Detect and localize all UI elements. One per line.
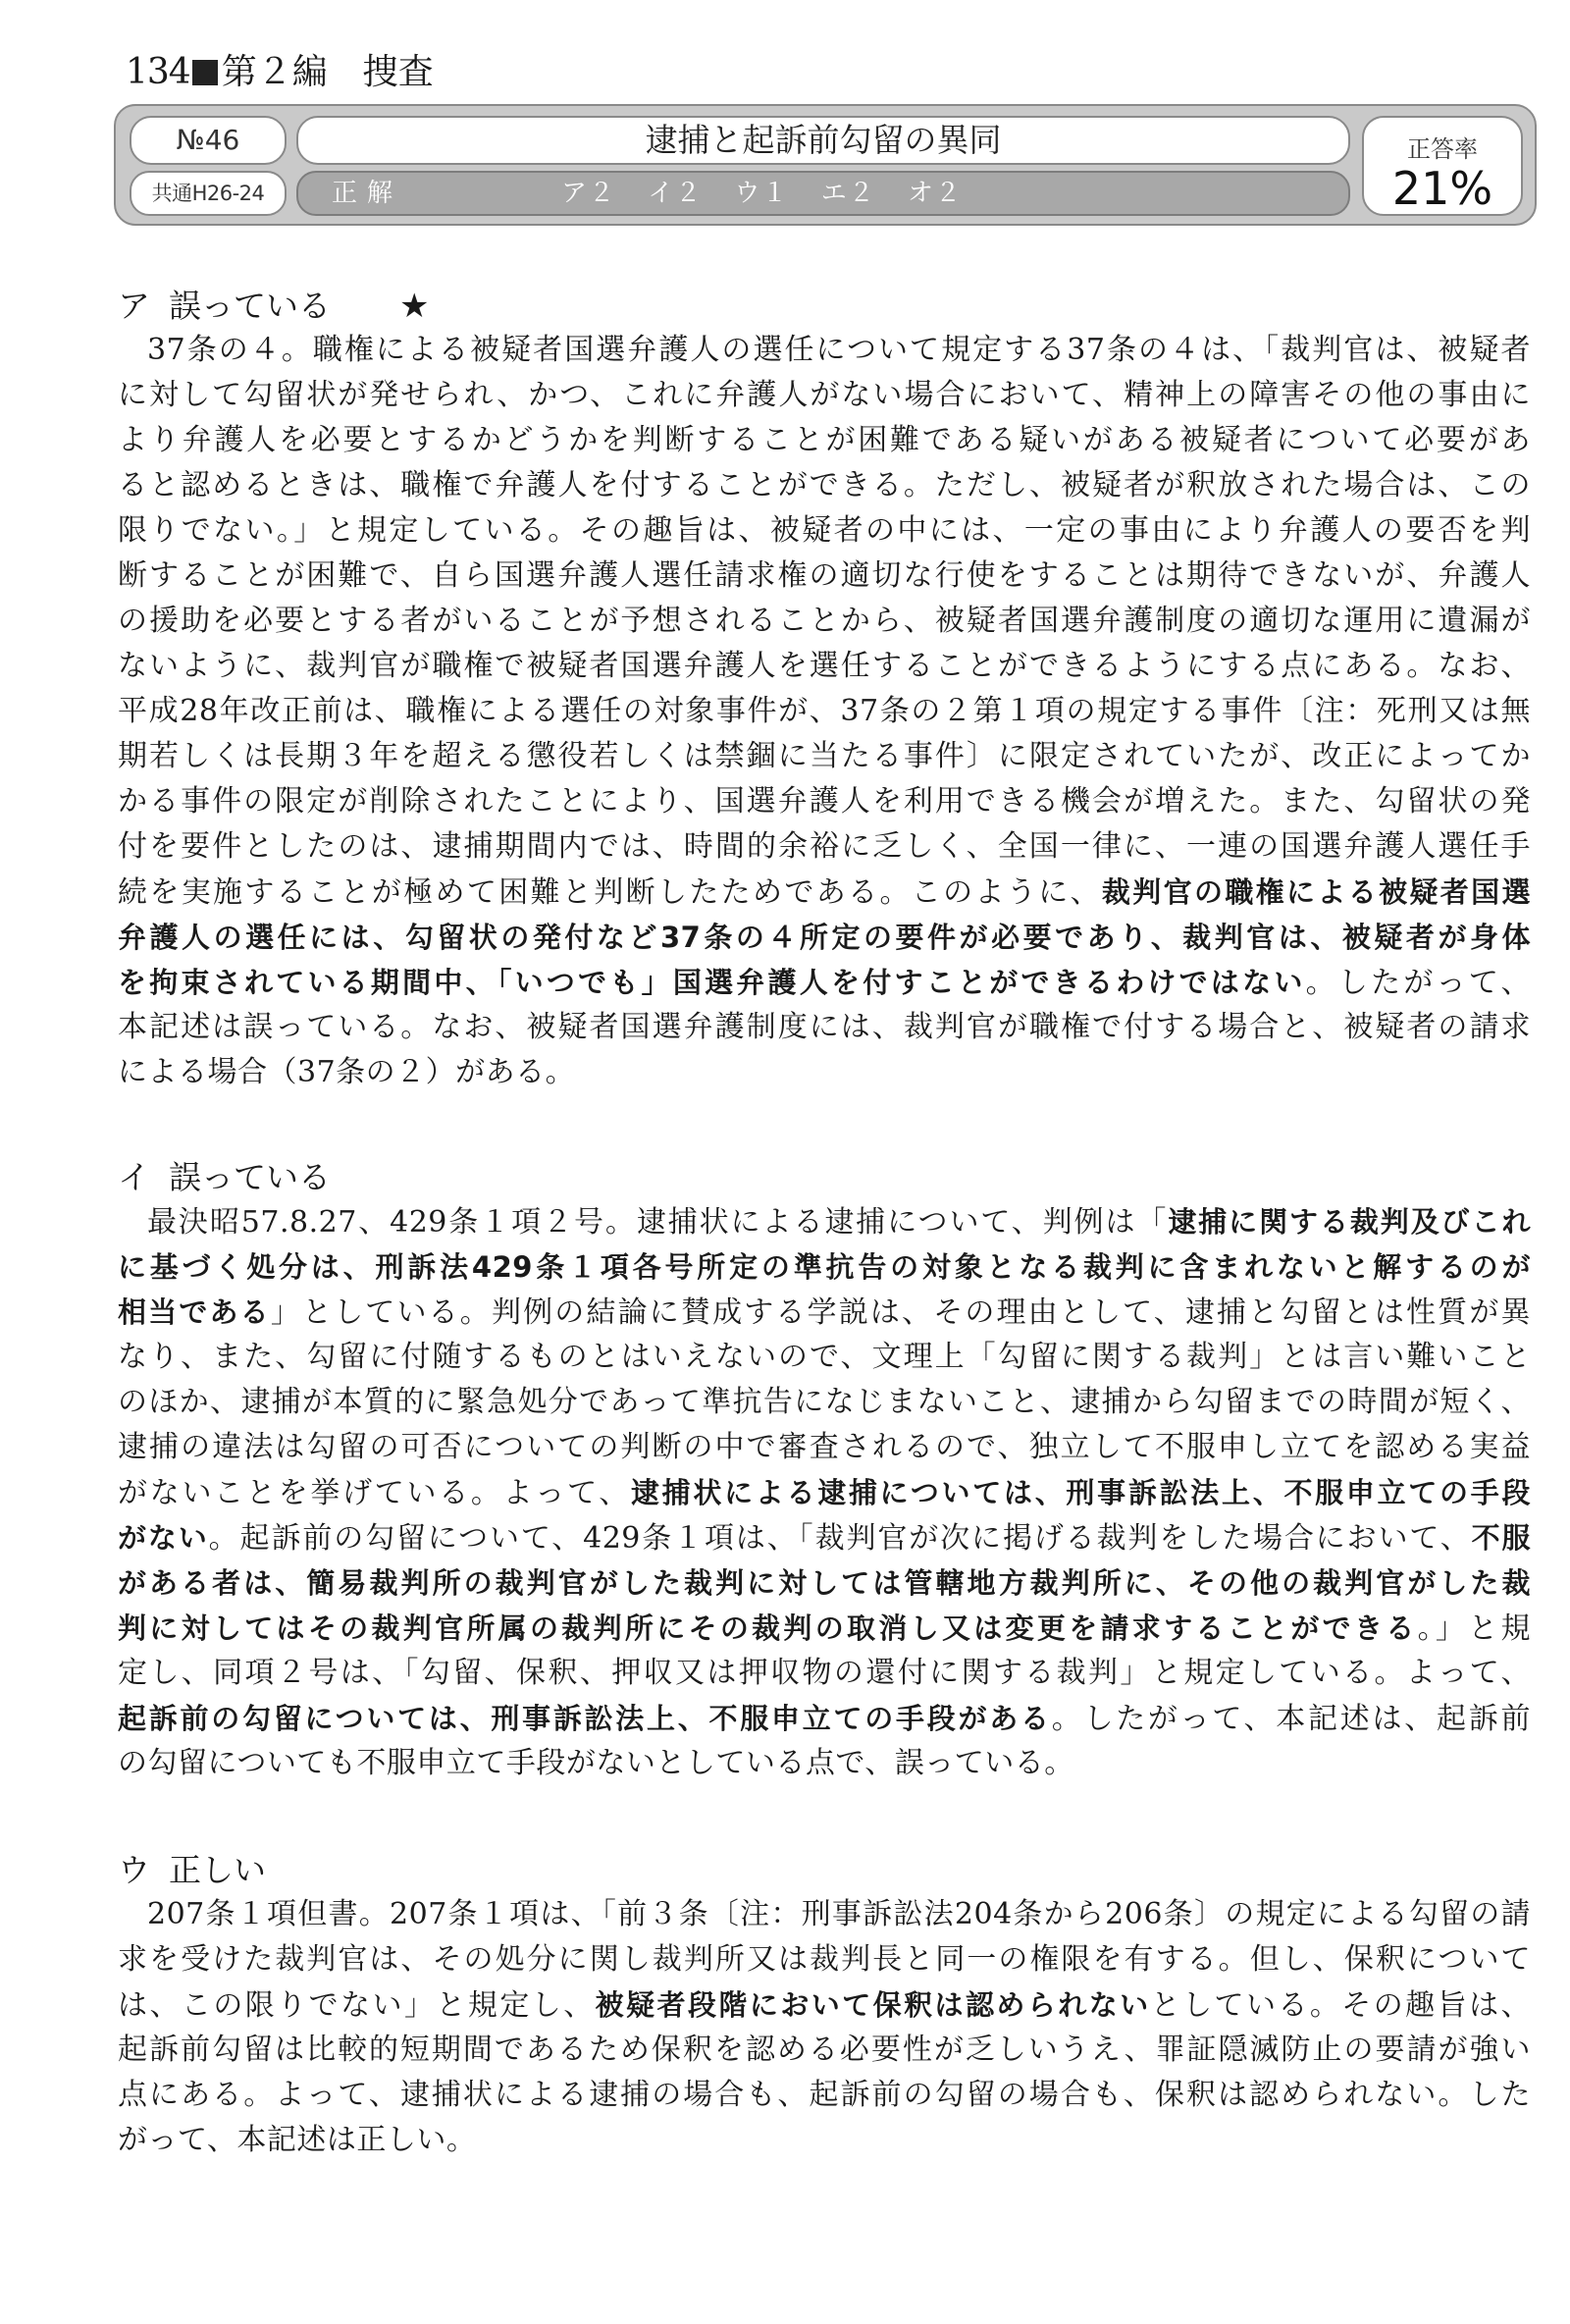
section-mark: ア: [118, 287, 150, 325]
body-text: なり、また、勾留に付随するものとはいえないので、文理上「勾留に関する裁判」とは言い難いこと: [118, 1340, 1531, 1374]
square-bullet-icon: [192, 60, 218, 85]
text-line: [118, 1606, 1531, 1651]
text-line: [118, 824, 1531, 870]
section-heading: [118, 1156, 1531, 1199]
correct-rate: [1362, 116, 1523, 216]
emphasis-text: 不服: [1471, 1521, 1531, 1555]
text-line: [118, 2028, 1531, 2073]
emphasis-text: を拘束されている期間中、「いつでも」国選弁護人を付すことができるわけではない: [118, 966, 1306, 999]
answer-bar: [296, 171, 1350, 216]
section-verdict: 誤っている: [169, 287, 331, 325]
body-text: に対して勾留状が発せられ、かつ、これに弁護人がない場合において、精神上の障害その他の事由に: [118, 378, 1531, 412]
body-text: 37条の４。職権による被疑者国選弁護人の選任について規定する37条の４は、「裁判官は、被疑者: [147, 333, 1531, 367]
section-heading: [118, 285, 1531, 328]
body-text: による場合（37条の２）がある。: [118, 1055, 576, 1089]
text-line: [118, 1050, 1531, 1095]
text-line: [118, 1515, 1531, 1560]
question-number: №46: [130, 116, 287, 165]
body-text: 断することが困難で、自ら国選弁護人選任請求権の適切な行使をすることは期待できないが、弁護人: [118, 558, 1531, 593]
section-body: [118, 1199, 1531, 1786]
body-text: 起訴前勾留は比較的短期間であるため保釈を認める必要性が乏しいうえ、罪証隠滅防止の要請が強い: [118, 2033, 1531, 2067]
body-text: 続を実施することが極めて困難と判断したためである。このように、: [118, 875, 1102, 910]
text-line: [118, 1244, 1531, 1290]
page-number: 134: [126, 52, 190, 92]
body-text: ると認めるときは、職権で弁護人を付することができる。ただし、被疑者が釈放された場合は、この: [118, 468, 1531, 502]
emphasis-text: がない: [118, 1521, 209, 1555]
emphasis-text: 逮捕に関する裁判及びこれ: [1168, 1205, 1531, 1239]
body-text: 。したがって、本記述は、起訴前: [1051, 1702, 1531, 1736]
emphasis-text: 判に対してはその裁判官所属の裁判所にその裁判の取消し又は変更を請求することができる: [118, 1611, 1418, 1645]
body-text: 。」と規: [1417, 1611, 1531, 1646]
section-i: [118, 1156, 1531, 1786]
running-head: [126, 51, 434, 94]
text-line: [118, 1937, 1531, 1982]
body-text: の勾留についても不服申立て手段がないとしている点で、誤っている。: [118, 1746, 1074, 1780]
body-text: ないように、裁判官が職権で被疑者国選弁護人を選任することができるようにする点にある。なお、: [118, 649, 1531, 683]
body-text: 逮捕の違法は勾留の可否についての判断の中で審査されるので、独立して不服申し立てを認める実益: [118, 1430, 1531, 1464]
emphasis-text: 逮捕状による逮捕については、刑事訴訟法上、不服申立ての手段: [630, 1476, 1531, 1509]
section-body: [118, 1892, 1531, 2163]
body-text: 求を受けた裁判官は、その処分に関し裁判所又は裁判長と同一の権限を有する。但し、保釈について: [118, 1942, 1531, 1977]
body-text: のほか、逮捕が本質的に緊急処分であって準抗告になじまないこと、逮捕から勾留までの時間が短く、: [118, 1385, 1531, 1419]
star-icon: ★: [399, 287, 430, 326]
body-text: 207条１項但書。207条１項は、「前３条〔注：刑事訴訟法204条から206条〕の規定による勾留の請: [147, 1897, 1531, 1931]
body-text: の援助を必要とする者がいることが予想されることから、被疑者国選弁護制度の適切な運用に遺漏が: [118, 604, 1531, 638]
section-mark: ウ: [118, 1851, 150, 1889]
body-text: 最決昭57.8.27、429条１項２号。逮捕状による逮捕について、判例は「: [147, 1205, 1169, 1240]
body-text: かる事件の限定が削除されたことにより、国選弁護人を利用できる機会が増えた。また、勾留状の発: [118, 784, 1531, 819]
question-source: 共通H26-24: [130, 171, 287, 216]
question-title: 逮捕と起訴前勾留の異同: [296, 116, 1350, 165]
text-line: [118, 1290, 1531, 1335]
text-line: [118, 1425, 1531, 1470]
text-line: [118, 1335, 1531, 1380]
text-line: [118, 554, 1531, 599]
emphasis-text: 裁判官の職権による被疑者国選: [1101, 875, 1531, 909]
text-line: [118, 599, 1531, 644]
body-text: 。起訴前の勾留について、429条１項は、「裁判官が次に掲げる裁判をした場合において、: [208, 1521, 1472, 1556]
text-line: [118, 779, 1531, 824]
text-line: [118, 1892, 1531, 1937]
text-line: [118, 1199, 1531, 1244]
emphasis-text: がある者は、簡易裁判所の裁判官がした裁判に対しては管轄地方裁判所に、その他の裁判官がした裁: [118, 1566, 1531, 1600]
text-line: [118, 2073, 1531, 2118]
correct-rate-label: 正答率: [1407, 135, 1478, 163]
text-line: [118, 1741, 1531, 1786]
part-title: 第２編 捜査: [221, 52, 434, 92]
body-text: 定し、同項２号は、「勾留、保釈、押収又は押収物の還付に関する裁判」と規定している。よって、: [118, 1656, 1531, 1690]
text-line: [118, 508, 1531, 554]
answer-value: ア２ イ２ ウ１ エ２ オ２: [561, 179, 964, 208]
text-line: [118, 1651, 1531, 1696]
emphasis-text: 被疑者段階において保釈は認められない: [595, 1988, 1151, 2022]
text-line: [118, 644, 1531, 689]
body-text: 。したがって、: [1305, 966, 1531, 1000]
text-line: [118, 960, 1531, 1005]
body-text: がって、本記述は正しい。: [118, 2123, 477, 2157]
text-line: [118, 870, 1531, 915]
text-line: [118, 1696, 1531, 1741]
emphasis-text: 弁護人の選任には、勾留状の発付など37条の４所定の要件が必要であり、裁判官は、被疑者が身体: [118, 921, 1531, 954]
text-line: [118, 2118, 1531, 2163]
text-line: [118, 1470, 1531, 1515]
text-line: [118, 1380, 1531, 1425]
section-heading: [118, 1849, 1531, 1892]
text-line: [118, 689, 1531, 734]
text-line: [118, 1005, 1531, 1050]
section-verdict: 誤っている: [169, 1158, 331, 1196]
text-line: [118, 1560, 1531, 1606]
body-text: がないことを挙げている。よって、: [118, 1476, 631, 1510]
section-a: [118, 285, 1531, 1095]
body-text: 」としている。判例の結論に賛成する学説は、その理由として、逮捕と勾留とは性質が異: [270, 1295, 1531, 1330]
body-text: 本記述は誤っている。なお、被疑者国選弁護制度には、裁判官が職権で付する場合と、被疑者の請求: [118, 1010, 1531, 1044]
emphasis-text: 起訴前の勾留については、刑事訴訟法上、不服申立ての手段がある: [118, 1702, 1052, 1735]
body-text: としている。その趣旨は、: [1150, 1988, 1531, 2023]
body-text: 付を要件としたのは、逮捕期間内では、時間的余裕に乏しく、全国一律に、一連の国選弁護人選任手: [118, 829, 1531, 864]
emphasis-text: 相当である: [118, 1295, 271, 1329]
section-mark: イ: [118, 1158, 150, 1196]
body-text: は、この限りでない」と規定し、: [118, 1988, 596, 2023]
text-line: [118, 328, 1531, 373]
correct-rate-value: 21%: [1391, 162, 1493, 215]
answer-label: 正解: [332, 179, 403, 208]
body-text: より弁護人を必要とするかどうかを判断することが困難である疑いがある被疑者について必要があ: [118, 423, 1531, 457]
text-line: [118, 1982, 1531, 2028]
text-line: [118, 734, 1531, 779]
emphasis-text: に基づく処分は、刑訴法429条１項各号所定の準抗告の対象となる裁判に含まれないと解するのが: [118, 1250, 1531, 1284]
section-u: [118, 1849, 1531, 2163]
body-text: 期若しくは長期３年を超える懲役若しくは禁錮に当たる事件〕に限定されていたが、改正によってか: [118, 739, 1531, 773]
section-verdict: 正しい: [169, 1851, 266, 1889]
section-body: [118, 328, 1531, 1095]
body-text: 平成28年改正前は、職権による選任の対象事件が、37条の２第１項の規定する事件〔注：死刑又は無: [118, 694, 1531, 728]
text-line: [118, 418, 1531, 463]
question-header: [114, 104, 1537, 226]
body-text: 点にある。よって、逮捕状による逮捕の場合も、起訴前の勾留の場合も、保釈は認められない。した: [118, 2078, 1531, 2112]
body-text: 限りでない。」と規定している。その趣旨は、被疑者の中には、一定の事由により弁護人の要否を判: [118, 513, 1531, 548]
text-line: [118, 915, 1531, 960]
text-line: [118, 463, 1531, 508]
text-line: [118, 373, 1531, 418]
